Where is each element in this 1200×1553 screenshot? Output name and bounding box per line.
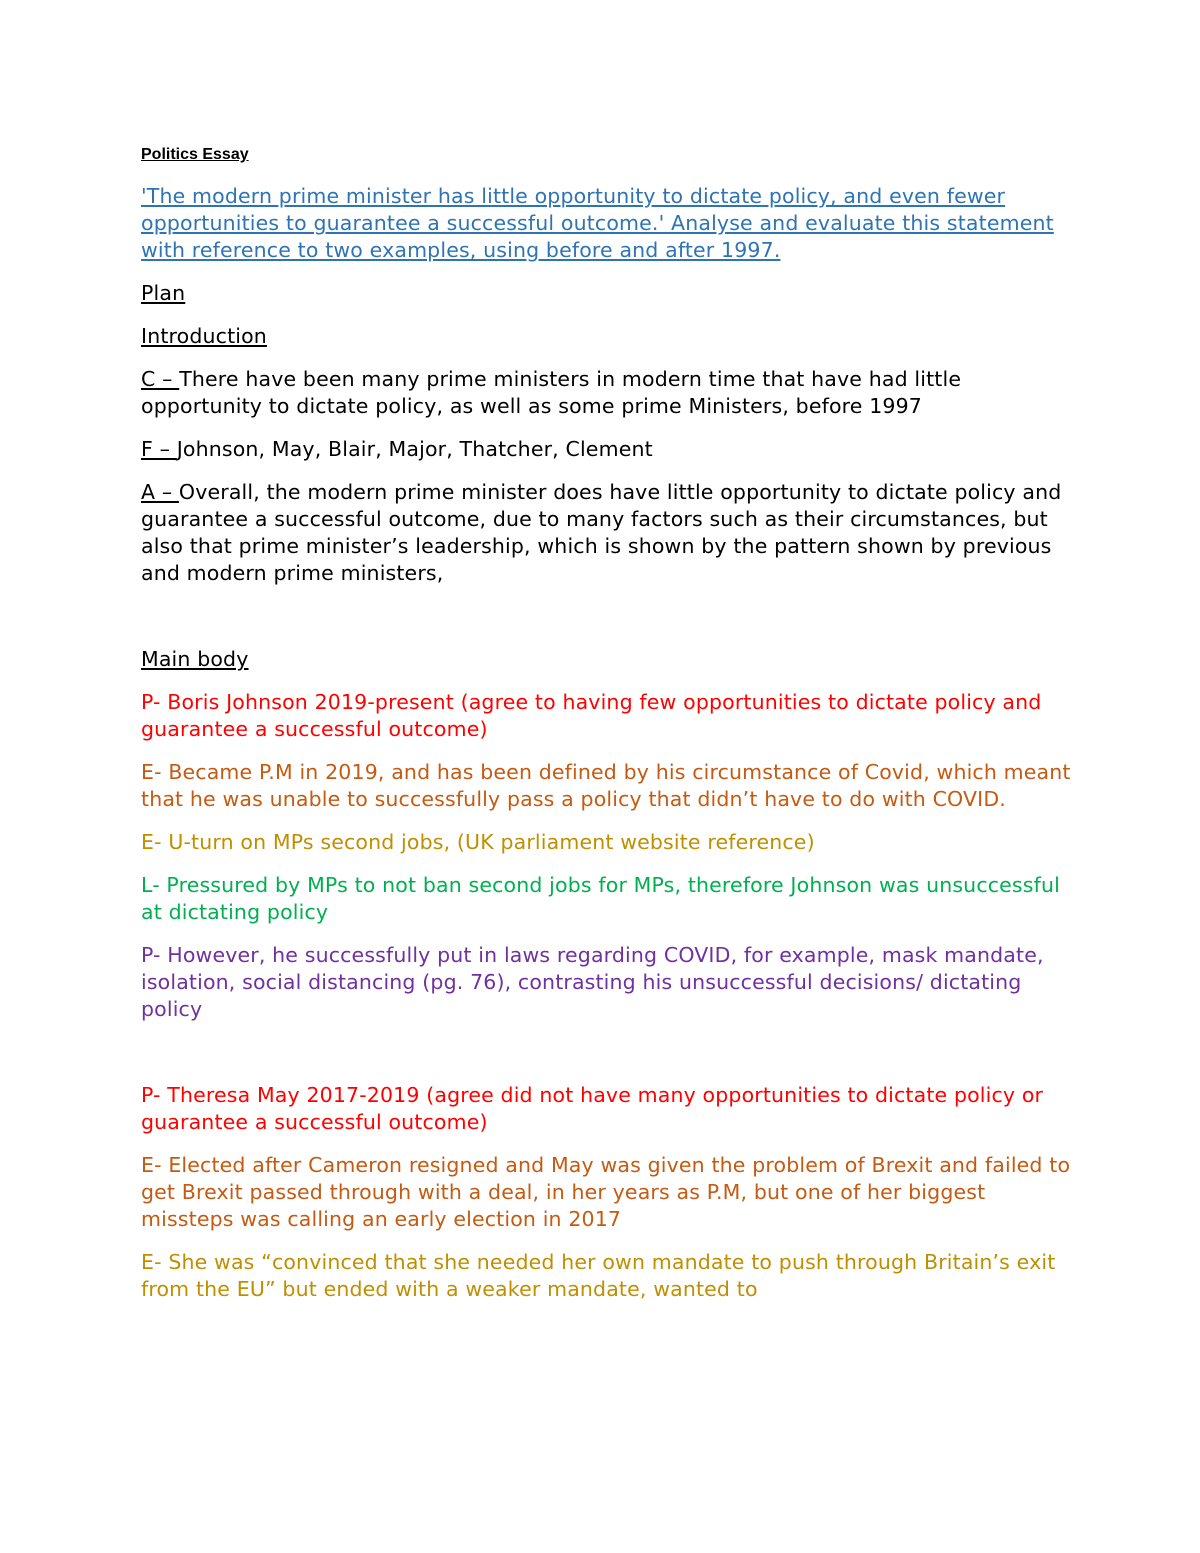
intro-f-paragraph (141, 436, 1076, 463)
intro-a-text: Overall, the modern prime minister does have little opportunity to dictate policy and guarantee a successful outcome, due to many factors such as their circumstances, but also that prime minister’s leadership, which is shown by the pattern shown by previous and modern prime ministers, (141, 480, 1062, 585)
johnson-link: L- Pressured by MPs to not ban second jobs for MPs, therefore Johnson was unsuccessful at dictating policy (141, 873, 1060, 924)
document-title: Politics Essay (141, 146, 249, 163)
blank-line (141, 1039, 1076, 1082)
johnson-point: P- Boris Johnson 2019-present (agree to having few opportunities to dictate policy and guarantee a successful outcome) (141, 690, 1042, 741)
johnson-counterpoint: P- However, he successfully put in laws regarding COVID, for example, mask mandate, isolation, social distancing (pg. 76), contrasting his unsuccessful decisions/ dictating policy (141, 943, 1044, 1021)
plan-heading: Plan (141, 281, 186, 305)
may-explain: E- Elected after Cameron resigned and May was given the problem of Brexit and failed to get Brexit passed through with a deal, in her years as P.M, but one of her biggest missteps was calling an early election in 2017 (141, 1153, 1071, 1231)
essay-question: 'The modern prime minister has little opportunity to dictate policy, and even fewer opportunities to guarantee a successful outcome.' Analyse and evaluate this statement with reference to two examples, using before and after 1997. (141, 184, 1054, 262)
johnson-explain: E- Became P.M in 2019, and has been defined by his circumstance of Covid, which meant that he was unable to successfully pass a policy that didn’t have to do with COVID. (141, 760, 1071, 811)
intro-f-label: F – (141, 437, 177, 461)
johnson-evidence: E- U-turn on MPs second jobs, (UK parliament website reference) (141, 830, 815, 854)
may-evidence: E- She was “convinced that she needed her own mandate to push through Britain’s exit from the EU” but ended with a weaker mandate, wanted to (141, 1250, 1056, 1301)
introduction-heading: Introduction (141, 324, 267, 348)
intro-c-text: There have been many prime ministers in modern time that have had little opportunity to dictate policy, as well as some prime Ministers, before 1997 (141, 367, 962, 418)
main-body-heading: Main body (141, 647, 249, 671)
intro-c-paragraph (141, 366, 1076, 420)
intro-f-text: Johnson, May, Blair, Major, Thatcher, Clement (176, 437, 653, 461)
blank-line (141, 603, 1076, 646)
intro-a-label: A – (141, 480, 179, 504)
may-point: P- Theresa May 2017-2019 (agree did not have many opportunities to dictate policy or guarantee a successful outcome) (141, 1083, 1044, 1134)
document-page (141, 143, 1076, 1319)
intro-a-paragraph (141, 479, 1076, 587)
intro-c-label: C – (141, 367, 180, 391)
